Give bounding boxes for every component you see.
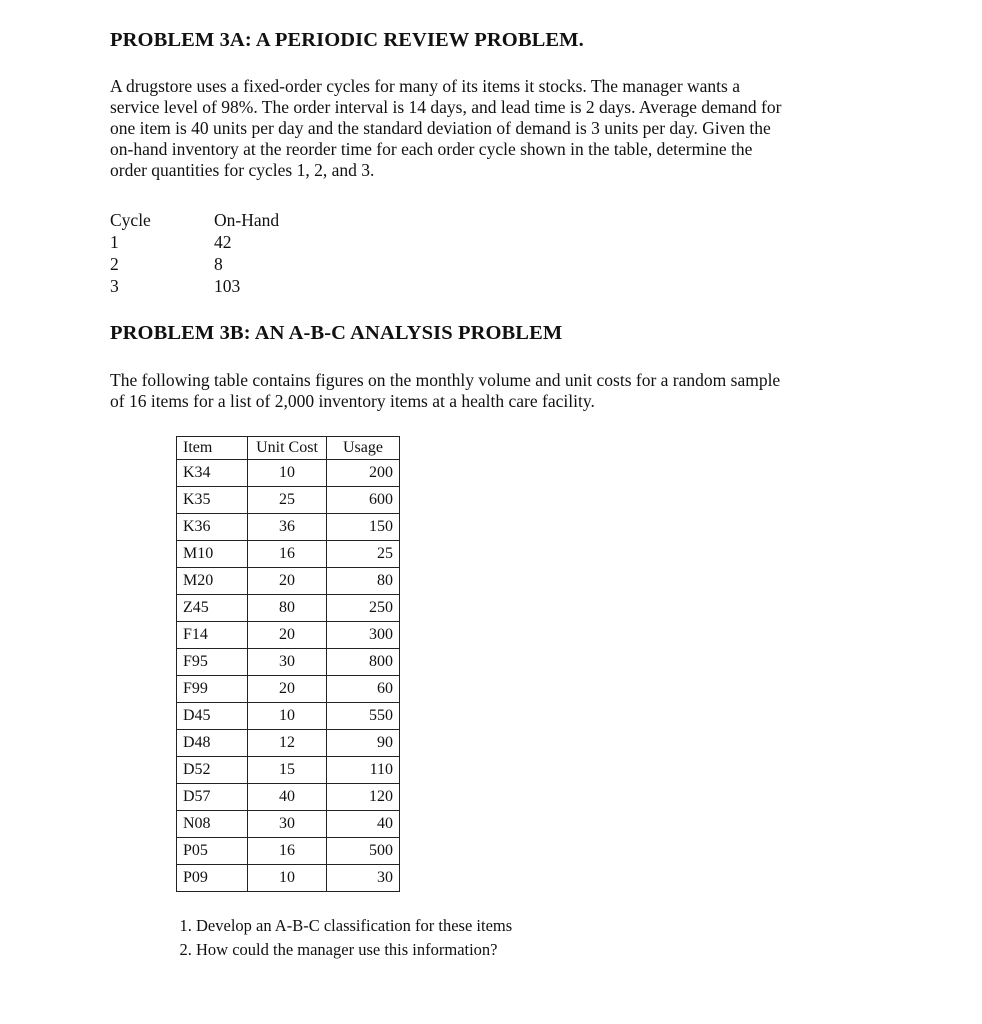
item-cell: K36 — [177, 514, 248, 541]
usage-cell: 600 — [327, 487, 400, 514]
usage-cell: 30 — [327, 865, 400, 892]
table-row — [177, 622, 400, 649]
usage-cell: 90 — [327, 730, 400, 757]
unit-cost-cell: 40 — [248, 784, 327, 811]
table-row — [177, 487, 400, 514]
question-list — [166, 914, 512, 962]
usage-cell: 80 — [327, 568, 400, 595]
table-row — [177, 649, 400, 676]
item-cell: N08 — [177, 811, 248, 838]
unit-cost-cell: 36 — [248, 514, 327, 541]
problem-3b-paragraph — [110, 370, 870, 412]
question-item: 2. How could the manager use this information? — [196, 938, 512, 962]
cycle-table-row — [110, 253, 334, 275]
paragraph-line: service level of 98%. The order interval is 14 days, and lead time is 2 days. Average demand for — [110, 97, 782, 117]
paragraph-line: one item is 40 units per day and the standard deviation of demand is 3 units per day. Given the — [110, 118, 771, 138]
item-cell: D45 — [177, 703, 248, 730]
table-row — [177, 703, 400, 730]
usage-cell: 800 — [327, 649, 400, 676]
unit-cost-cell: 30 — [248, 649, 327, 676]
unit-cost-cell: 80 — [248, 595, 327, 622]
item-cell: F14 — [177, 622, 248, 649]
abc-table-header — [177, 437, 400, 460]
item-cell: D48 — [177, 730, 248, 757]
usage-cell: 300 — [327, 622, 400, 649]
unit-cost-cell: 10 — [248, 865, 327, 892]
item-cell: D57 — [177, 784, 248, 811]
paragraph-line: The following table contains figures on the monthly volume and unit costs for a random sample — [110, 370, 781, 390]
unit-cost-cell: 10 — [248, 703, 327, 730]
unit-cost-cell: 12 — [248, 730, 327, 757]
problem-3a-paragraph — [110, 76, 870, 181]
table-row — [177, 757, 400, 784]
usage-cell: 110 — [327, 757, 400, 784]
table-row — [177, 811, 400, 838]
item-cell: K35 — [177, 487, 248, 514]
paragraph-line: of 16 items for a list of 2,000 inventory items at a health care facility. — [110, 391, 595, 411]
usage-cell: 25 — [327, 541, 400, 568]
table-row — [177, 568, 400, 595]
item-cell: P09 — [177, 865, 248, 892]
usage-cell: 60 — [327, 676, 400, 703]
usage-cell: 120 — [327, 784, 400, 811]
unit-cost-cell: 15 — [248, 757, 327, 784]
table-row — [177, 676, 400, 703]
unit-cost-cell: 10 — [248, 460, 327, 487]
abc-inventory-table — [176, 436, 400, 892]
unit-cost-cell: 16 — [248, 541, 327, 568]
usage-cell: 40 — [327, 811, 400, 838]
item-cell: M20 — [177, 568, 248, 595]
item-cell: F99 — [177, 676, 248, 703]
table-row — [177, 514, 400, 541]
paragraph-line: order quantities for cycles 1, 2, and 3. — [110, 160, 375, 180]
unit-cost-cell: 25 — [248, 487, 327, 514]
item-cell: F95 — [177, 649, 248, 676]
cycle-cell: 3 — [110, 276, 119, 296]
column-header-usage: Usage — [327, 437, 400, 460]
cycle-on-hand-table — [110, 209, 334, 297]
problem-3b-title: PROBLEM 3B: AN A-B-C ANALYSIS PROBLEM — [110, 322, 563, 344]
question-item: 1. Develop an A-B-C classification for these items — [196, 914, 512, 938]
unit-cost-cell: 20 — [248, 568, 327, 595]
item-cell: Z45 — [177, 595, 248, 622]
column-header-unit-cost: Unit Cost — [248, 437, 327, 460]
unit-cost-cell: 20 — [248, 622, 327, 649]
on-hand-cell: 103 — [214, 276, 241, 296]
table-row — [177, 865, 400, 892]
table-row — [177, 541, 400, 568]
table-row — [177, 784, 400, 811]
abc-table-body — [177, 460, 400, 892]
cycle-table-header — [110, 209, 334, 231]
cycle-cell: 2 — [110, 254, 119, 274]
problem-3a-title: PROBLEM 3A: A PERIODIC REVIEW PROBLEM. — [110, 29, 584, 51]
column-header-cycle: Cycle — [110, 210, 151, 230]
cycle-table-row — [110, 275, 334, 297]
unit-cost-cell: 30 — [248, 811, 327, 838]
paragraph-line: on-hand inventory at the reorder time for each order cycle shown in the table, determine the — [110, 139, 753, 159]
item-cell: P05 — [177, 838, 248, 865]
table-row — [177, 730, 400, 757]
cycle-cell: 1 — [110, 232, 119, 252]
item-cell: K34 — [177, 460, 248, 487]
usage-cell: 200 — [327, 460, 400, 487]
usage-cell: 500 — [327, 838, 400, 865]
on-hand-cell: 42 — [214, 232, 232, 252]
column-header-item: Item — [177, 437, 248, 460]
cycle-table-row — [110, 231, 334, 253]
table-row — [177, 838, 400, 865]
usage-cell: 250 — [327, 595, 400, 622]
unit-cost-cell: 20 — [248, 676, 327, 703]
item-cell: M10 — [177, 541, 248, 568]
column-header-on-hand: On-Hand — [214, 210, 280, 230]
on-hand-cell: 8 — [214, 254, 223, 274]
item-cell: D52 — [177, 757, 248, 784]
unit-cost-cell: 16 — [248, 838, 327, 865]
table-row — [177, 595, 400, 622]
usage-cell: 550 — [327, 703, 400, 730]
usage-cell: 150 — [327, 514, 400, 541]
table-row — [177, 460, 400, 487]
paragraph-line: A drugstore uses a fixed-order cycles for many of its items it stocks. The manager wants a — [110, 76, 740, 96]
